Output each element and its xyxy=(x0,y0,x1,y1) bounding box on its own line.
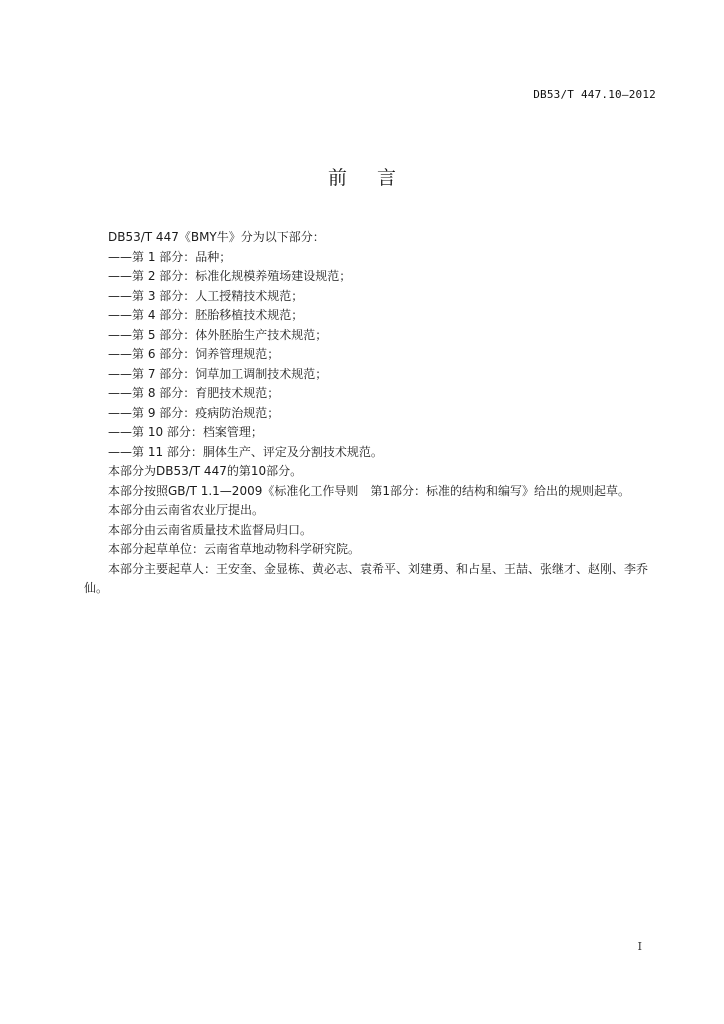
page-number: I xyxy=(637,940,642,953)
part-item-1: ——第 1 部分：品种； xyxy=(108,249,232,264)
part-item-2: ——第 2 部分：标准化规模养殖场建设规范； xyxy=(108,269,352,283)
statement-drafting-unit: 本部分起草单位：云南省草地动物科学研究院。 xyxy=(108,542,361,556)
part-item-4: ——第 4 部分：胚胎移植技术规范； xyxy=(108,308,304,322)
part-item-3: ——第 3 部分：人工授精技术规范； xyxy=(108,288,304,303)
part-item-10: ——第 10 部分：档案管理； xyxy=(108,425,263,439)
document-code: DB53/T 447.10—2012 xyxy=(533,88,656,101)
statement-part-number: 本部分为DB53/T 447的第10部分。 xyxy=(108,464,303,478)
part-item-8: ——第 8 部分：育肥技术规范； xyxy=(108,386,280,400)
part-item-7: ——第 7 部分：饲草加工调制技术规范； xyxy=(108,366,328,381)
part-item-5: ——第 5 部分：体外胚胎生产技术规范； xyxy=(108,327,328,342)
statement-administrator: 本部分由云南省质量技术监督局归口。 xyxy=(108,522,313,537)
part-item-6: ——第 6 部分：饲养管理规范； xyxy=(108,347,280,361)
preface-intro: DB53/T 447《BMY牛》分为以下部分： xyxy=(108,230,325,244)
statement-drafting-rules: 本部分按照GB/T 1.1—2009《标准化工作导则 第1部分：标准的结构和编写》给出的规则起草。 xyxy=(108,483,630,498)
statement-proposer: 本部分由云南省农业厅提出。 xyxy=(108,503,265,517)
statement-drafters: 本部分主要起草人：王安奎、金显栋、黄必志、袁希平、刘建勇、和占星、王喆、张继才、赵刚、李乔仙。 xyxy=(84,561,649,595)
page-title: 前言 xyxy=(327,167,426,189)
part-item-11: ——第 11 部分：胴体生产、评定及分割技术规范。 xyxy=(108,444,383,459)
preface-body xyxy=(84,228,664,599)
part-item-9: ——第 9 部分：疫病防治规范； xyxy=(108,405,280,420)
